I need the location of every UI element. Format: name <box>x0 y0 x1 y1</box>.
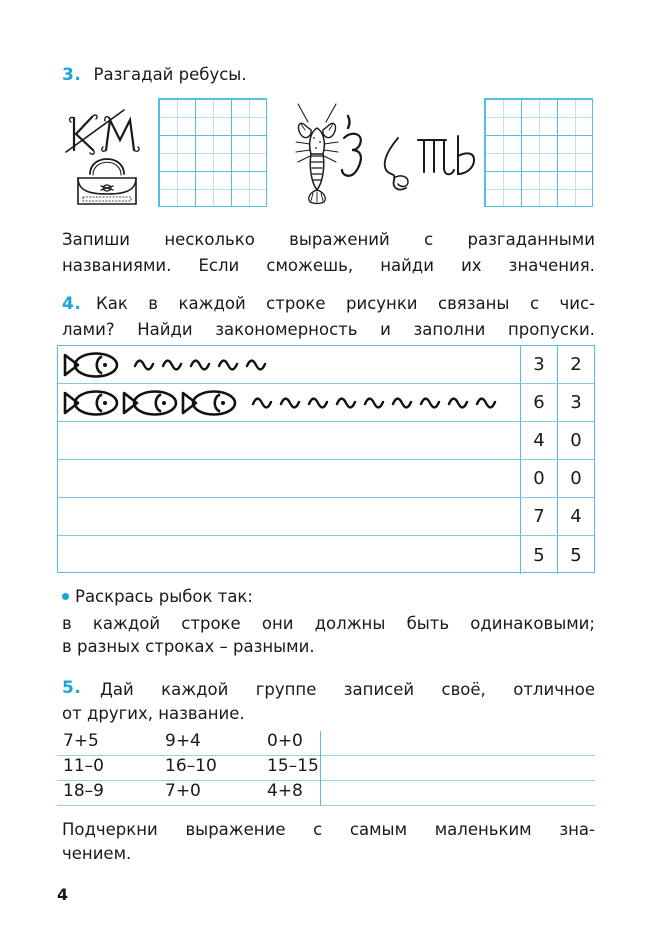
word: с <box>529 294 540 313</box>
wave-icon <box>161 358 183 372</box>
word: самым <box>349 820 408 839</box>
wave-icon <box>189 358 211 372</box>
wave-icon <box>133 358 155 372</box>
word: их <box>461 256 482 275</box>
expression-cell: 4+8 <box>267 781 303 801</box>
task-5-prompt-line-2: от других, название. <box>62 704 245 723</box>
word: сможешь, <box>266 256 354 275</box>
word: быть <box>406 614 450 633</box>
column-divider <box>320 781 321 806</box>
task-4-number: 4. <box>62 294 82 314</box>
pattern-number-1: 3 <box>520 346 557 383</box>
word: отличное <box>513 680 595 699</box>
expression-row[interactable] <box>57 781 595 806</box>
word: названиями. <box>62 256 172 275</box>
word: Если <box>198 256 240 275</box>
expression-row[interactable] <box>57 731 595 756</box>
task-5-footer-line-2: чением. <box>62 844 132 863</box>
word: выражение <box>185 820 286 839</box>
word: должны <box>314 614 386 633</box>
task-4-bullet-line-1 <box>62 589 253 606</box>
word: чис- <box>559 294 595 313</box>
pattern-picture-cell[interactable] <box>58 346 520 383</box>
task-4-prompt-line-2 <box>62 320 595 339</box>
pattern-picture-cell[interactable] <box>58 384 520 421</box>
word: связаны <box>438 294 510 313</box>
fish-icon <box>62 350 120 380</box>
word: несколько <box>164 230 255 249</box>
wave-icon <box>217 358 239 372</box>
task-4-bullet-line-3: в разных строках – разными. <box>62 637 315 656</box>
expression-cell: 18–9 <box>63 781 104 801</box>
wave-icon <box>251 396 273 410</box>
task-4-bullet-line-2 <box>62 614 595 633</box>
bullet-text: Раскрась рыбок так: <box>75 587 253 606</box>
fish-icon <box>121 388 179 418</box>
pattern-picture-cell[interactable] <box>58 422 520 459</box>
word: разгаданными <box>467 230 595 249</box>
expression-row[interactable] <box>57 756 595 781</box>
task-4-prompt-line-1 <box>96 294 595 313</box>
column-divider <box>320 756 321 781</box>
table-row[interactable] <box>58 346 594 384</box>
word: заполни <box>413 320 486 339</box>
pattern-number-1: 7 <box>520 498 557 535</box>
word: с <box>424 230 434 249</box>
wave-icon <box>475 396 497 410</box>
rebus-2-crayfish-nose <box>290 98 480 210</box>
pattern-number-1: 6 <box>520 384 557 421</box>
word: пропуски. <box>508 320 595 339</box>
word: каждой <box>178 294 246 313</box>
pattern-number-2: 3 <box>557 384 594 421</box>
answer-grid-2[interactable] <box>484 98 593 207</box>
wave-icon <box>363 396 385 410</box>
expression-cell: 7+0 <box>165 781 201 801</box>
fish-icon <box>180 388 238 418</box>
word: и <box>380 320 391 339</box>
word: Подчеркни <box>62 820 158 839</box>
word: они <box>261 614 294 633</box>
task-3-title: Разгадай ребусы. <box>93 65 247 84</box>
word: Как <box>96 294 128 313</box>
wave-icon <box>335 396 357 410</box>
answer-grid-1[interactable] <box>158 98 267 207</box>
pattern-number-2: 2 <box>557 346 594 383</box>
word: каждой <box>92 614 161 633</box>
table-row[interactable] <box>58 460 594 498</box>
pattern-number-2: 0 <box>557 460 594 497</box>
task-3-instruction-line-2 <box>62 256 595 275</box>
word: строке <box>181 614 241 633</box>
wave-icon <box>391 396 413 410</box>
page-number: 4 <box>57 885 69 904</box>
word: выражений <box>289 230 390 249</box>
expression-cell: 15–15 <box>267 756 319 776</box>
pattern-number-1: 0 <box>520 460 557 497</box>
word: Дай <box>100 680 134 699</box>
table-row[interactable] <box>58 536 594 574</box>
table-row[interactable] <box>58 384 594 422</box>
word: значения. <box>508 256 595 275</box>
pattern-picture-cell[interactable] <box>58 498 520 535</box>
word: маленьким <box>434 820 532 839</box>
word: в <box>148 294 159 313</box>
task-5-prompt-line-1 <box>100 680 595 699</box>
task-5-footer-line-1 <box>62 820 595 839</box>
word: закономерность <box>215 320 358 339</box>
task-3-instruction-line-1 <box>62 230 595 249</box>
pattern-picture-cell[interactable] <box>58 536 520 574</box>
pattern-number-1: 4 <box>520 422 557 459</box>
pattern-number-2: 5 <box>557 536 594 574</box>
word: записей <box>343 680 415 699</box>
column-divider <box>320 731 321 756</box>
wave-icon <box>419 396 441 410</box>
wave-icon <box>307 396 329 410</box>
expression-cell: 11–0 <box>63 756 104 776</box>
expression-cell: 9+4 <box>165 731 201 751</box>
table-row[interactable] <box>58 498 594 536</box>
word: строке <box>266 294 326 313</box>
word: зна- <box>559 820 595 839</box>
word: рисунки <box>346 294 418 313</box>
pattern-number-1: 5 <box>520 536 557 574</box>
word: Запиши <box>62 230 131 249</box>
word: Найди <box>137 320 193 339</box>
word: каждой <box>161 680 229 699</box>
expression-cell: 0+0 <box>267 731 303 751</box>
word: одинаковыми; <box>470 614 595 633</box>
wave-icon <box>279 396 301 410</box>
bullet-dot-icon <box>62 593 69 600</box>
task-5-number: 5. <box>62 678 82 698</box>
word: в <box>62 614 72 633</box>
task-3-heading <box>62 67 247 84</box>
rebus-1-km-handbag <box>62 100 154 212</box>
pattern-number-2: 0 <box>557 422 594 459</box>
task-3-number: 3. <box>62 65 82 85</box>
word: лами? <box>62 320 115 339</box>
pattern-table[interactable] <box>57 345 595 573</box>
word: группе <box>255 680 317 699</box>
expression-cell: 7+5 <box>63 731 99 751</box>
word: своё, <box>441 680 486 699</box>
word: с <box>313 820 323 839</box>
table-row[interactable] <box>58 422 594 460</box>
wave-icon <box>447 396 469 410</box>
fish-icon <box>62 388 120 418</box>
pattern-number-2: 4 <box>557 498 594 535</box>
wave-icon <box>245 358 267 372</box>
pattern-picture-cell[interactable] <box>58 460 520 497</box>
word: найди <box>380 256 434 275</box>
expression-groups-table[interactable] <box>57 731 595 806</box>
expression-cell: 16–10 <box>165 756 217 776</box>
task-5-number-wrap <box>62 680 81 697</box>
